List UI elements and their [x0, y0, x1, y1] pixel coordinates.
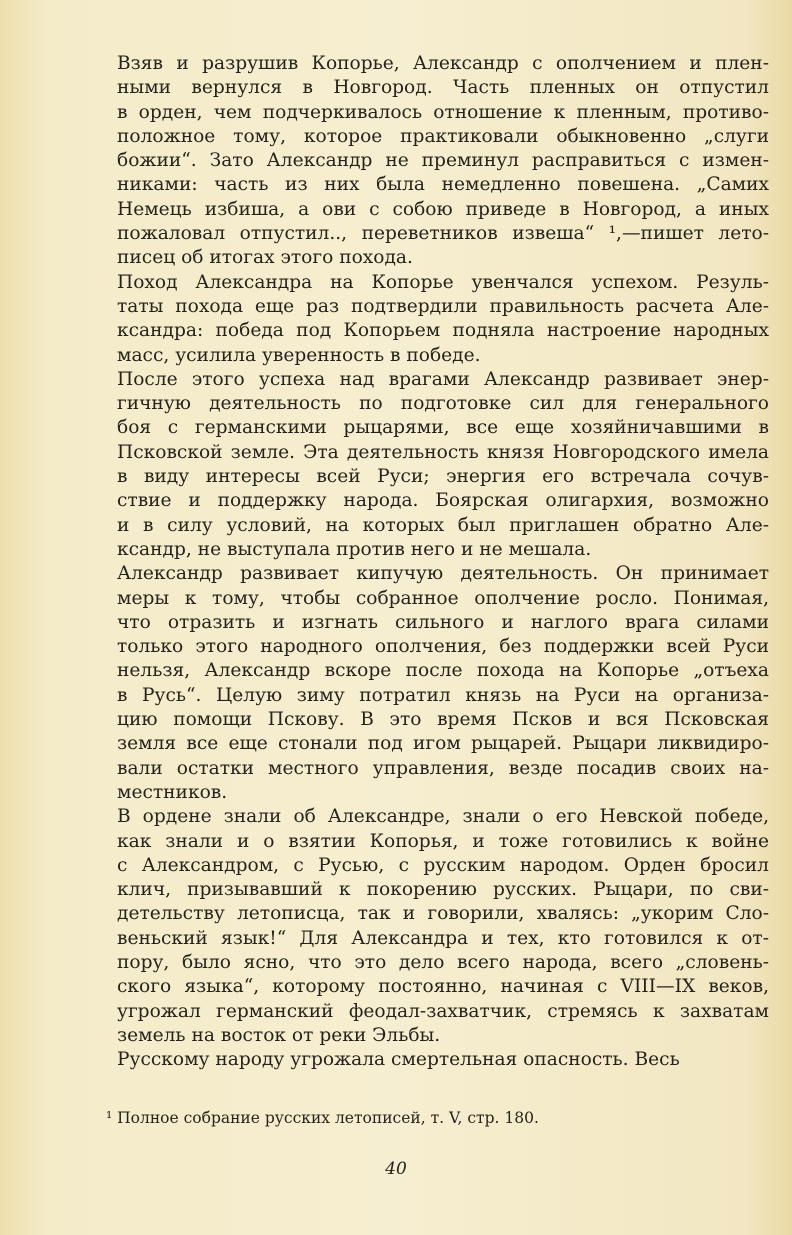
text-line: местников. [117, 781, 228, 803]
text-line: земель на восток от реки Эльбы. [117, 1024, 441, 1046]
text-line: как знали и о взятии Копорья, и тоже готовились к войне [117, 830, 769, 852]
text-line: никами: часть из них была немедленно повешена. „Самих [117, 174, 769, 196]
text-line: Псковской земле. Эта деятельность князя Новгородского имела [117, 441, 769, 463]
paragraph [117, 52, 769, 271]
footnote: ¹ Полное собрание русских летописей, т. V, стр. 180. [106, 1109, 539, 1127]
text-line: ского языка“, которому постоянно, начиная с VIII—IX веков, [117, 976, 769, 998]
text-line: цию помощи Пскову. В это время Псков и вся Псковская [117, 709, 769, 731]
text-line: детельству летописца, так и говорили, хвалясь: „укорим Сло- [117, 903, 769, 925]
text-line: боя с германскими рыцарями, все еще хозяйничавшими в [117, 417, 769, 439]
text-line: с Александром, с Русью, с русским народом. Орден бросил [117, 854, 769, 876]
body-text [117, 52, 769, 1072]
text-line: веньский язык!“ Для Александра и тех, кто готовился к от- [117, 927, 769, 949]
text-line: только этого народного ополчения, без поддержки всей Руси [117, 636, 769, 658]
text-line: Взяв и разрушив Копорье, Александр с ополчением и плен- [117, 53, 769, 74]
text-line: ствие и поддержку народа. Боярская олигархия, возможно [117, 490, 769, 512]
text-line: гичную деятельность по подготовке сил для генерального [117, 393, 769, 415]
text-line: меры к тому, чтобы собранное ополчение росло. Понимая, [117, 587, 769, 609]
page-number: 40 [385, 1159, 407, 1179]
text-line: пожаловал отпустил.., переветников извеша“ ¹,—пишет лето- [117, 223, 769, 245]
text-line: пору, было ясно, что это дело всего народа, всего „словень- [117, 951, 769, 973]
text-line: положное тому, которое практиковали обыкновенно „слуги [117, 125, 769, 147]
text-line: ксандра: победа под Копорьем подняла настроение народных [117, 320, 769, 342]
text-line: писец об итогах этого похода. [117, 247, 413, 269]
paragraph [117, 368, 769, 562]
text-line: Русскому народу угрожала смертельная опасность. Весь [117, 1049, 680, 1071]
text-line: в виду интересы всей Руси; энергия его встречала сочув- [117, 466, 769, 488]
text-line: В ордене знали об Александре, знали о его Невской победе, [117, 806, 769, 828]
text-line: и в силу условий, на которых был приглашен обратно Але- [117, 514, 769, 536]
paragraph [117, 805, 769, 1048]
text-line: Поход Александра на Копорье увенчался успехом. Резуль- [117, 271, 769, 293]
text-line: клич, призывавший к покорению русских. Рыцари, по сви- [117, 879, 769, 901]
text-line: что отразить и изгнать сильного и наглого врага силами [117, 611, 769, 633]
text-line: ными вернулся в Новгород. Часть пленных он отпустил [117, 77, 769, 99]
text-line: божии“. Зато Александр не преминул расправиться с измен- [117, 150, 769, 172]
text-line: ксандр, не выступала против него и не мешала. [117, 538, 592, 560]
text-line: Александр развивает кипучую деятельность. Он принимает [117, 563, 769, 585]
text-line: земля все еще стонали под игом рыцарей. Рыцари ликвидиро- [117, 733, 769, 755]
text-line: в орден, чем подчеркивалось отношение к пленным, противо- [117, 101, 769, 123]
text-line: угрожал германский феодал-захватчик, стремясь к захватам [117, 1000, 769, 1022]
text-line: в Русь“. Целую зиму потратил князь на Руси на организа- [117, 684, 769, 706]
text-line: вали остатки местного управления, везде посадив своих на- [117, 757, 769, 779]
text-line: масс, усилила уверенность в победе. [117, 344, 481, 366]
text-line: нельзя, Александр вскоре после похода на Копорье „отъеха [117, 660, 769, 682]
text-line: Немець избиша, а ови с собою приведе в Новгород, а иных [117, 198, 769, 220]
paragraph [117, 1048, 769, 1072]
text-line: таты похода еще раз подтвердили правильность расчета Але- [117, 295, 769, 317]
paragraph [117, 562, 769, 805]
paragraph [117, 271, 769, 368]
text-line: После этого успеха над врагами Александр развивает энер- [117, 368, 769, 390]
